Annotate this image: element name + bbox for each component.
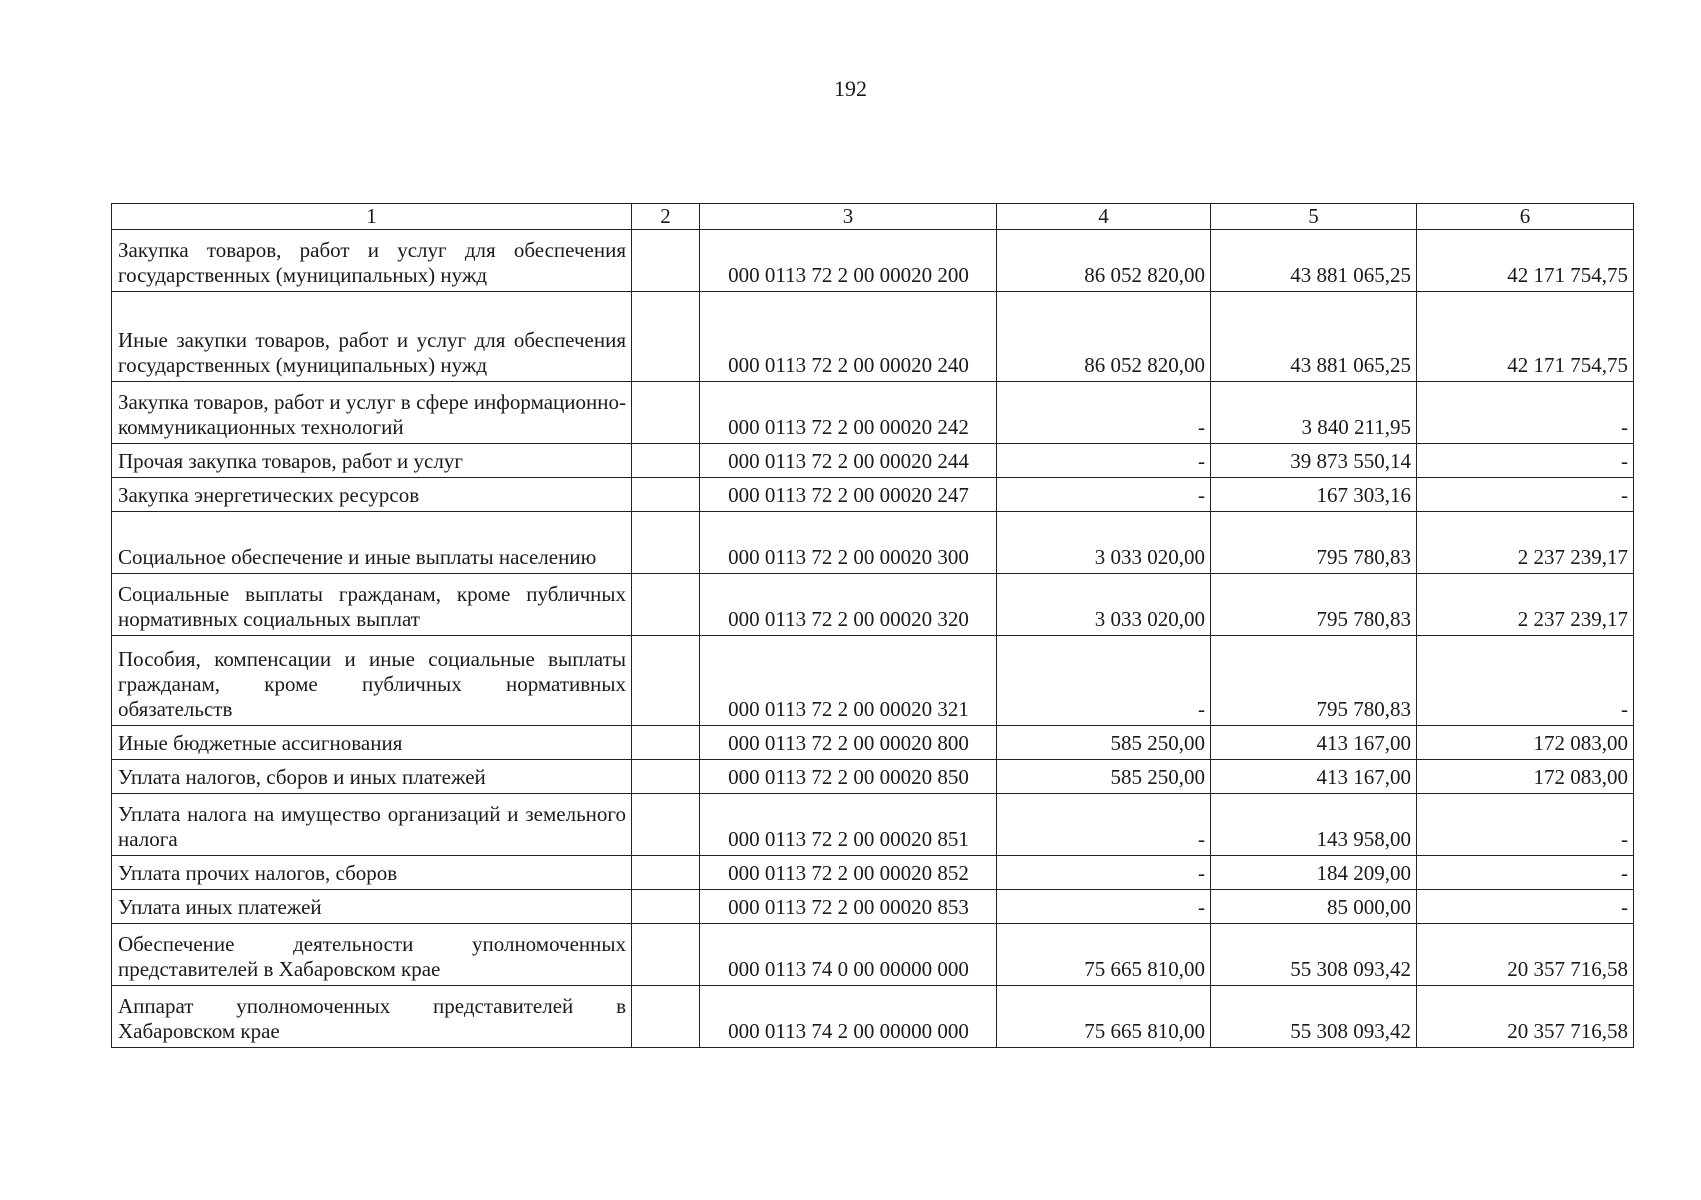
- row-value-4: 3 033 020,00: [997, 511, 1211, 573]
- table-row: [112, 985, 1634, 1047]
- table-header: [112, 204, 1634, 230]
- table-row: [112, 855, 1634, 889]
- row-value-6: -: [1417, 477, 1634, 511]
- row-col2: [632, 923, 700, 985]
- table-row: [112, 923, 1634, 985]
- table-row: [112, 793, 1634, 855]
- header-col-2: 2: [632, 204, 700, 230]
- row-value-5: 39 873 550,14: [1211, 443, 1417, 477]
- row-value-4: -: [997, 793, 1211, 855]
- budget-table: [111, 203, 1634, 1048]
- row-value-5: 143 958,00: [1211, 793, 1417, 855]
- row-col2: [632, 229, 700, 291]
- row-value-5: 43 881 065,25: [1211, 229, 1417, 291]
- row-col2: [632, 443, 700, 477]
- row-col2: [632, 573, 700, 635]
- row-value-5: 184 209,00: [1211, 855, 1417, 889]
- row-value-6: 20 357 716,58: [1417, 985, 1634, 1047]
- header-col-6: 6: [1417, 204, 1634, 230]
- row-name: Аппарат уполномоченных представителей в Хабаровском крае: [112, 985, 632, 1047]
- row-value-5: 795 780,83: [1211, 573, 1417, 635]
- row-value-5: 55 308 093,42: [1211, 923, 1417, 985]
- row-name: Уплата иных платежей: [112, 889, 632, 923]
- row-name: Закупка товаров, работ и услуг для обеспечения государственных (муниципальных) нужд: [112, 229, 632, 291]
- row-value-5: 413 167,00: [1211, 725, 1417, 759]
- row-name: Иные бюджетные ассигнования: [112, 725, 632, 759]
- row-value-6: -: [1417, 381, 1634, 443]
- row-name: Социальное обеспечение и иные выплаты населению: [112, 511, 632, 573]
- header-col-5: 5: [1211, 204, 1417, 230]
- row-name: Прочая закупка товаров, работ и услуг: [112, 443, 632, 477]
- row-value-4: -: [997, 477, 1211, 511]
- row-name: Закупка товаров, работ и услуг в сфере информационно-коммуникационных технологий: [112, 381, 632, 443]
- table-row: [112, 291, 1634, 381]
- table-row: [112, 725, 1634, 759]
- row-name: Пособия, компенсации и иные социальные выплаты гражданам, кроме публичных нормативных обязательств: [112, 635, 632, 725]
- row-value-5: 413 167,00: [1211, 759, 1417, 793]
- row-code: 000 0113 72 2 00 00020 300: [700, 511, 997, 573]
- row-value-4: 86 052 820,00: [997, 229, 1211, 291]
- row-col2: [632, 381, 700, 443]
- row-value-4: -: [997, 381, 1211, 443]
- row-value-4: 75 665 810,00: [997, 923, 1211, 985]
- row-code: 000 0113 72 2 00 00020 850: [700, 759, 997, 793]
- row-code: 000 0113 72 2 00 00020 242: [700, 381, 997, 443]
- table-row: [112, 511, 1634, 573]
- table-row: [112, 573, 1634, 635]
- row-code: 000 0113 74 0 00 00000 000: [700, 923, 997, 985]
- table-row: [112, 477, 1634, 511]
- row-col2: [632, 889, 700, 923]
- row-value-5: 85 000,00: [1211, 889, 1417, 923]
- row-value-6: 20 357 716,58: [1417, 923, 1634, 985]
- row-value-4: 3 033 020,00: [997, 573, 1211, 635]
- header-col-3: 3: [700, 204, 997, 230]
- row-name: Уплата налогов, сборов и иных платежей: [112, 759, 632, 793]
- row-value-6: 2 237 239,17: [1417, 573, 1634, 635]
- header-row: [112, 204, 1634, 230]
- header-col-4: 4: [997, 204, 1211, 230]
- row-name: Социальные выплаты гражданам, кроме публичных нормативных социальных выплат: [112, 573, 632, 635]
- row-value-4: -: [997, 855, 1211, 889]
- table-row: [112, 759, 1634, 793]
- row-value-4: -: [997, 443, 1211, 477]
- row-code: 000 0113 74 2 00 00000 000: [700, 985, 997, 1047]
- row-code: 000 0113 72 2 00 00020 853: [700, 889, 997, 923]
- row-value-6: 172 083,00: [1417, 759, 1634, 793]
- row-value-4: 585 250,00: [997, 759, 1211, 793]
- row-code: 000 0113 72 2 00 00020 852: [700, 855, 997, 889]
- row-value-6: 42 171 754,75: [1417, 291, 1634, 381]
- row-value-6: 2 237 239,17: [1417, 511, 1634, 573]
- row-col2: [632, 855, 700, 889]
- row-name: Уплата налога на имущество организаций и земельного налога: [112, 793, 632, 855]
- row-value-6: -: [1417, 443, 1634, 477]
- row-code: 000 0113 72 2 00 00020 320: [700, 573, 997, 635]
- row-name: Иные закупки товаров, работ и услуг для обеспечения государственных (муниципальных) нужд: [112, 291, 632, 381]
- table-row: [112, 381, 1634, 443]
- row-code: 000 0113 72 2 00 00020 240: [700, 291, 997, 381]
- row-code: 000 0113 72 2 00 00020 247: [700, 477, 997, 511]
- row-col2: [632, 511, 700, 573]
- row-name: Обеспечение деятельности уполномоченных представителей в Хабаровском крае: [112, 923, 632, 985]
- row-code: 000 0113 72 2 00 00020 321: [700, 635, 997, 725]
- row-col2: [632, 477, 700, 511]
- row-col2: [632, 793, 700, 855]
- row-value-5: 795 780,83: [1211, 635, 1417, 725]
- row-value-6: 42 171 754,75: [1417, 229, 1634, 291]
- row-value-4: 585 250,00: [997, 725, 1211, 759]
- row-name: Уплата прочих налогов, сборов: [112, 855, 632, 889]
- row-value-6: -: [1417, 855, 1634, 889]
- row-value-6: -: [1417, 635, 1634, 725]
- page-number: 192: [834, 76, 867, 101]
- row-value-4: 75 665 810,00: [997, 985, 1211, 1047]
- row-code: 000 0113 72 2 00 00020 244: [700, 443, 997, 477]
- row-value-5: 3 840 211,95: [1211, 381, 1417, 443]
- table-row: [112, 635, 1634, 725]
- row-value-6: -: [1417, 793, 1634, 855]
- row-col2: [632, 985, 700, 1047]
- row-code: 000 0113 72 2 00 00020 200: [700, 229, 997, 291]
- table-body: [112, 229, 1634, 1047]
- row-col2: [632, 725, 700, 759]
- row-value-6: -: [1417, 889, 1634, 923]
- row-value-4: -: [997, 635, 1211, 725]
- row-value-5: 167 303,16: [1211, 477, 1417, 511]
- row-value-5: 43 881 065,25: [1211, 291, 1417, 381]
- row-col2: [632, 759, 700, 793]
- header-col-1: 1: [112, 204, 632, 230]
- row-value-6: 172 083,00: [1417, 725, 1634, 759]
- table-row: [112, 443, 1634, 477]
- row-value-5: 55 308 093,42: [1211, 985, 1417, 1047]
- row-value-4: -: [997, 889, 1211, 923]
- row-code: 000 0113 72 2 00 00020 800: [700, 725, 997, 759]
- row-col2: [632, 291, 700, 381]
- row-col2: [632, 635, 700, 725]
- table-row: [112, 229, 1634, 291]
- row-value-4: 86 052 820,00: [997, 291, 1211, 381]
- row-name: Закупка энергетических ресурсов: [112, 477, 632, 511]
- row-code: 000 0113 72 2 00 00020 851: [700, 793, 997, 855]
- row-value-5: 795 780,83: [1211, 511, 1417, 573]
- table-row: [112, 889, 1634, 923]
